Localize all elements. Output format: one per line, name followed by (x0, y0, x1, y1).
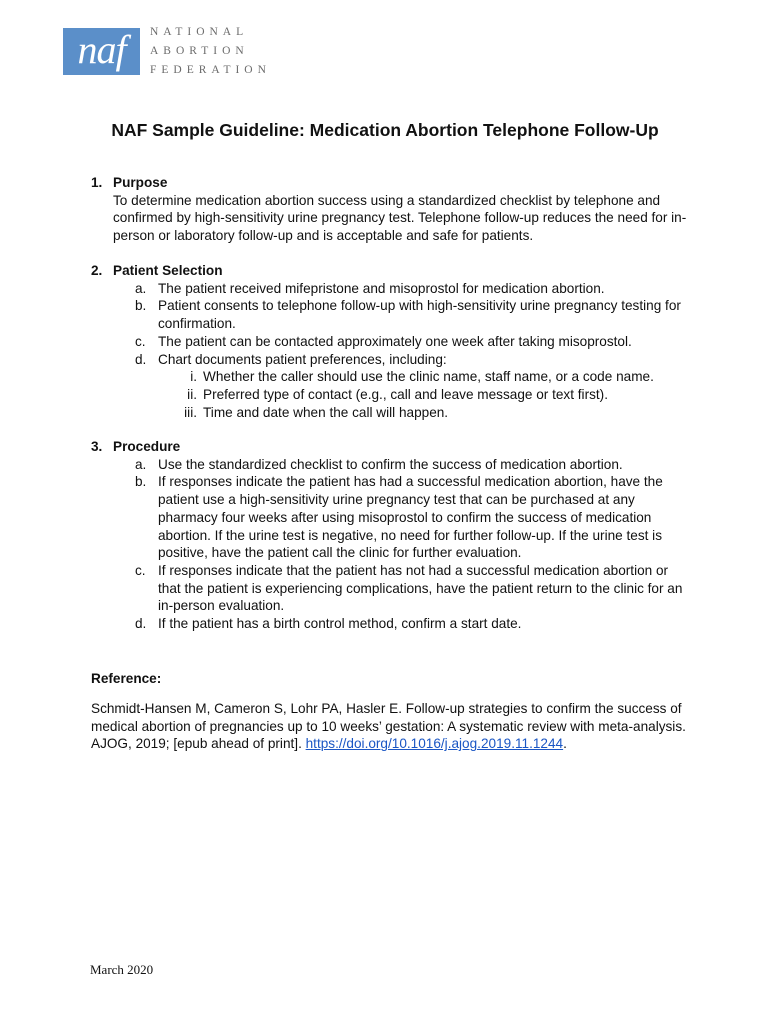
list-item (91, 615, 691, 633)
section-heading-text: Procedure (113, 439, 181, 454)
reference-end: . (563, 736, 567, 752)
logo-line-federation: FEDERATION (150, 64, 271, 76)
list-item-text: Patient consents to telephone follow-up with high-sensitivity urine pregnancy testing for confirmation. (158, 298, 681, 332)
list-item-text: If responses indicate the patient has had a successful medication abortion, have the patient use a high-sensitivity urine pregnancy test that can be purchased at any pharmacy four weeks after using misoprostol to confirm the success of medication abortion. If the urine test is negative, no need for further follow-up. If the urine test is positive, have the patient call the clinic for further evaluation. (158, 474, 663, 561)
naf-logo-mark: naf (63, 28, 140, 75)
section-heading (91, 174, 691, 192)
section-procedure (91, 438, 691, 633)
section-heading-text: Purpose (113, 175, 168, 190)
list-item (91, 351, 691, 369)
list-item (91, 562, 691, 615)
section-heading (91, 438, 691, 456)
list-item-text: If the patient has a birth control method, confirm a start date. (158, 616, 522, 632)
document-title: NAF Sample Guideline: Medication Abortion Telephone Follow-Up (111, 120, 659, 140)
reference-citation (91, 700, 691, 753)
list-item-text: Preferred type of contact (e.g., call and leave message or text first). (203, 386, 608, 402)
section-number: 3. (91, 439, 103, 454)
doi-link[interactable]: https://doi.org/10.1016/j.ajog.2019.11.1244 (305, 736, 564, 752)
list-item-text: Chart documents patient preferences, including: (158, 351, 447, 367)
list-item (91, 473, 691, 562)
section-purpose (91, 174, 691, 245)
reference-text: Schmidt-Hansen M, Cameron S, Lohr PA, Hasler E. Follow-up strategies to confirm the success of medical abortion of pregnancies up to 10 weeks’ gestation: A systematic review with meta-analysis. AJOG, 2019; [epub ahead of print]. (91, 701, 686, 752)
list-item-text: Use the standardized checklist to confirm the success of medication abortion. (158, 456, 623, 472)
list-item (91, 333, 691, 351)
list-marker: d. (135, 616, 147, 632)
logo-line-abortion: ABORTION (150, 45, 249, 57)
list-marker: c. (135, 562, 146, 578)
naf-logo-wordmark (150, 23, 271, 80)
list-item-text: If responses indicate that the patient has not had a successful medication abortion or that the patient is experiencing complications, have the patient return to the clinic for an in-person evaluation. (158, 562, 683, 614)
section-patient-selection (91, 262, 691, 421)
section-heading-text: Patient Selection (113, 263, 223, 278)
sub-list-item (91, 368, 691, 386)
list-marker: i. (190, 369, 197, 385)
list-marker: ii. (187, 386, 197, 402)
section-heading (91, 262, 691, 280)
list-marker: iii. (184, 404, 197, 420)
reference-heading: Reference: (91, 671, 162, 686)
list-marker: b. (135, 474, 147, 490)
list-marker: c. (135, 333, 146, 349)
list-marker: a. (135, 280, 147, 296)
logo-line-national: NATIONAL (150, 26, 249, 38)
list-marker: d. (135, 351, 147, 367)
list-item-text: Time and date when the call will happen. (203, 404, 449, 420)
section-paragraph: To determine medication abortion success using a standardized checklist by telephone and confirmed by high-sensitivity urine pregnancy test. Telephone follow-up reduces the need for in-person or laboratory follow-up and is acceptable and safe for patients. (113, 192, 687, 244)
naf-logo (63, 23, 271, 80)
list-marker: b. (135, 298, 147, 314)
list-item-text: The patient received mifepristone and misoprostol for medication abortion. (158, 280, 605, 296)
section-number: 1. (91, 175, 103, 190)
section-number: 2. (91, 263, 103, 278)
list-item-text: The patient can be contacted approximately one week after taking misoprostol. (158, 333, 632, 349)
list-item (91, 280, 691, 298)
sub-list-item (91, 386, 691, 404)
list-item-text: Whether the caller should use the clinic name, staff name, or a code name. (203, 369, 654, 385)
list-marker: a. (135, 456, 147, 472)
sub-list-item (91, 404, 691, 422)
list-item (91, 456, 691, 474)
footer-date: March 2020 (90, 962, 154, 977)
list-item (91, 297, 691, 332)
